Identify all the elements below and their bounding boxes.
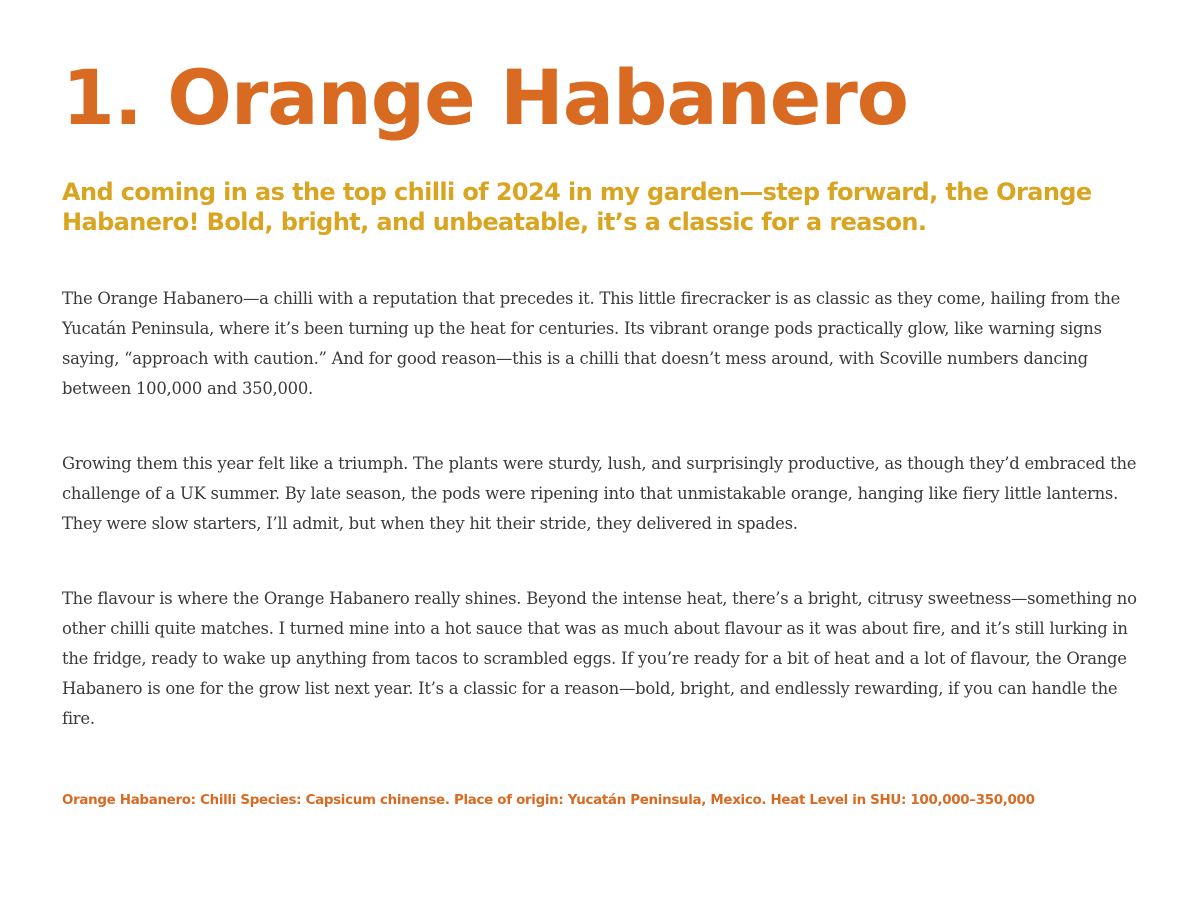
page-title: 1. Orange Habanero	[62, 53, 909, 142]
body-paragraph-2: Growing them this year felt like a triumph. The plants were sturdy, lush, and surprisingly productive, as though they’d embraced the challenge of a UK summer. By late season, the pods were ripening into that unmistakable orange, hanging like fiery little lanterns. They were slow starters, I’ll admit, but when they hit their stride, they delivered in spades.	[62, 454, 1137, 533]
body-paragraph-3: The flavour is where the Orange Habanero really shines. Beyond the intense heat, there’s a bright, citrusy sweetness—something no other chilli quite matches. I turned mine into a hot sauce that was as much about flavour as it was about fire, and it’s still lurking in the fridge, ready to wake up anything from tacos to scrambled eggs. If you’re ready for a bit of heat and a lot of flavour, the Orange Habanero is one for the grow list next year. It’s a classic for a reason—bold, bright, and endlessly rewarding, if you can handle the fire.	[62, 589, 1137, 728]
article	[62, 52, 1142, 810]
article-subtitle: And coming in as the top chilli of 2024 in my garden—step forward, the Orange Habanero! Bold, bright, and unbeatable, it’s a classic for a reason.	[62, 178, 1092, 236]
article-body	[62, 284, 1142, 734]
chilli-info-footnote: Orange Habanero: Chilli Species: Capsicum chinense. Place of origin: Yucatán Peninsula, Mexico. Heat Level in SHU: 100,000–350,000	[62, 793, 1035, 808]
body-paragraph-1: The Orange Habanero—a chilli with a reputation that precedes it. This little firecracker is as classic as they come, hailing from the Yucatán Peninsula, where it’s been turning up the heat for centuries. Its vibrant orange pods practically glow, like warning signs saying, “approach with caution.” And for good reason—this is a chilli that doesn’t mess around, with Scoville numbers dancing between 100,000 and 350,000.	[62, 289, 1121, 398]
